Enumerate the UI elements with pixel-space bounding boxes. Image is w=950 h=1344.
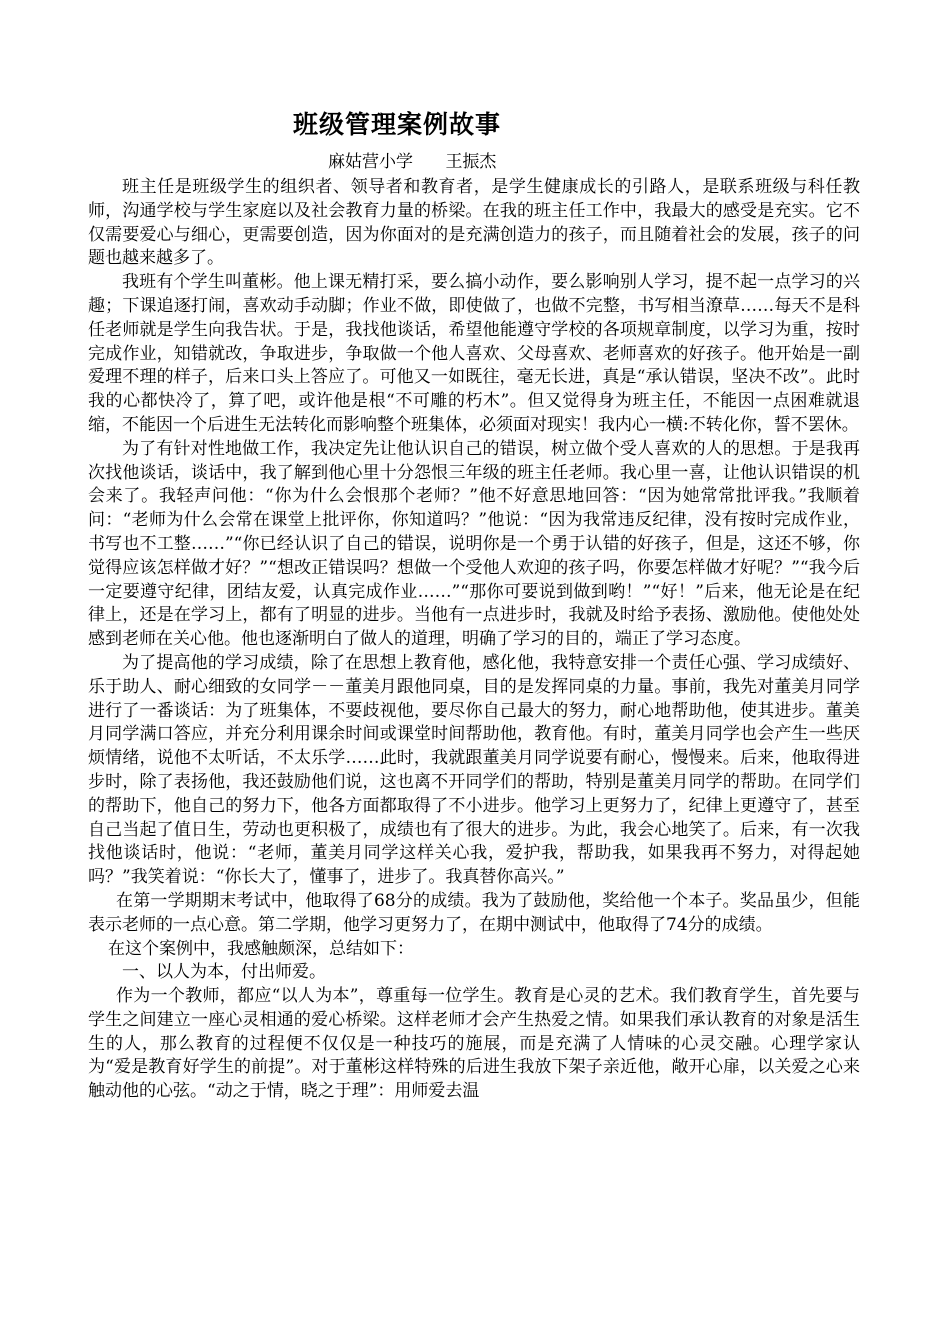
school-name: 麻姑营小学 [328, 152, 413, 172]
paragraph-peer-help: 为了提高他的学习成绩，除了在思想上教育他，感化他，我特意安排一个责任心强、学习成绩好、乐于助人、耐心细致的女同学－－董美月跟他同桌，目的是发挥同桌的力量。事前，我先对董美月同学进行了一番谈话：为了班集体，不要歧视他，要尽你自己最大的努力，耐心地帮助他，使其进步。董美月同学满口答应，并充分利用课余时间或课堂时间帮助他，教育他。有时，董美月同学也会产生一些厌烦情绪，说他不太听话，不太乐学……此时，我就跟董美月同学说要有耐心，慢慢来。后来，他取得进步时，除了表扬他，我还鼓励他们说，这也离不开同学们的帮助，特别是董美月同学的帮助。在同学们的帮助下，他自己的努力下，他各方面都取得了不小进步。他学习上更努力了，纪律上更遵守了，甚至自己当起了值日生，劳动也更积极了，成绩也有了很大的进步。为此，我会心地笑了。后来，有一次我找他谈话时，他说：“老师，董美月同学这样关心我，爱护我，帮助我，如果我再不努力，对得起她吗？”我笑着说：“你长大了，懂事了，进步了。我真替你高兴。” [88, 652, 860, 888]
paragraph-intro: 班主任是班级学生的组织者、领导者和教育者，是学生健康成长的引路人，是联系班级与科任教师，沟通学校与学生家庭以及社会教育力量的桥梁。在我的班主任工作中，我最大的感受是充实。它不仅需要爱心与细心，更需要创造，因为你面对的是充满创造力的孩子，而且随着社会的发展，孩子的问题也越来越多了。 [88, 177, 860, 269]
paragraph-student-problem: 我班有个学生叫董彬。他上课无精打采，要么搞小动作，要么影响别人学习，提不起一点学习的兴趣；下课追逐打闹，喜欢动手动脚；作业不做，即使做了，也做不完整，书写相当潦草……每天不是科任老师就是学生向我告状。于是，我找他谈话，希望他能遵守学校的各项规章制度，以学习为重，按时完成作业，知错就改，争取进步，争取做一个他人喜欢、父母喜欢、老师喜欢的好孩子。他开始是一副爱理不理的样子，后来口头上答应了。可他又一如既往，毫无长进，真是“承认错误，坚决不改”。此时我的心都快冷了，算了吧，或许他是根“不可雕的朽木”。但又觉得身为班主任，不能因一点困难就退缩，不能因一个后进生无法转化而影响整个班集体，必须面对现实！我内心一横:不转化你，誓不罢休。 [88, 272, 860, 435]
document-title: 班级管理案例故事 [293, 110, 502, 139]
paragraph-exam-results: 在第一学期期末考试中，他取得了68分的成绩。我为了鼓励他，奖给他一个本子。奖品虽少，但能表示老师的一点心意。第二学期，他学习更努力了，在期中测试中，他取得了74分的成绩。 [88, 890, 860, 935]
section-heading-1: 一、以人为本，付出师爱。 [122, 962, 326, 983]
document-page [88, 100, 860, 1104]
paragraph-summary-intro: 在这个案例中，我感触颇深，总结如下： [108, 938, 414, 959]
author-name: 王振杰 [445, 152, 497, 172]
byline [88, 150, 860, 176]
paragraph-conversation: 为了有针对性地做工作，我决定先让他认识自己的错误，树立做个受人喜欢的人的思想。于是我再次找他谈话，谈话中，我了解到他心里十分怨恨三年级的班主任老师。我心里一喜，让他认识错误的机会来了。我轻声问他：“你为什么会恨那个老师？”他不好意思地回答：“因为她常常批评我。”我顺着问：“老师为什么会常在课堂上批评你，你知道吗？”他说：“因为我常违反纪律，没有按时完成作业，书写也不工整……”“你已经认识了自己的错误，说明你是一个勇于认错的好孩子，但是，这还不够，你觉得应该怎样做才好？”“想改正错误吗？想做一个受他人欢迎的孩子吗，你要怎样做才好呢？”“我今后一定要遵守纪律，团结友爱，认真完成作业……”“那你可要说到做到哟！”“好！”后来，他无论是在纪律上，还是在学习上，都有了明显的进步。当他有一点进步时，我就及时给予表扬、激励他。使他处处感到老师在关心他。他也逐渐明白了做人的道理，明确了学习的目的，端正了学习态度。 [88, 438, 860, 650]
paragraph-teacher-love: 作为一个教师，都应“以人为本”，尊重每一位学生。教育是心灵的艺术。我们教育学生，首先要与学生之间建立一座心灵相通的爱心桥梁。这样老师才会产生热爱之情。如果我们承认教育的对象是活生生的人，那么教育的过程便不仅仅是一种技巧的施展，而是充满了人情味的心灵交融。心理学家认为“爱是教育好学生的前提”。对于董彬这样特殊的后进生我放下架子亲近他，敞开心扉，以关爱之心来触动他的心弦。“动之于情，晓之于理”：用师爱去温 [88, 986, 860, 1102]
